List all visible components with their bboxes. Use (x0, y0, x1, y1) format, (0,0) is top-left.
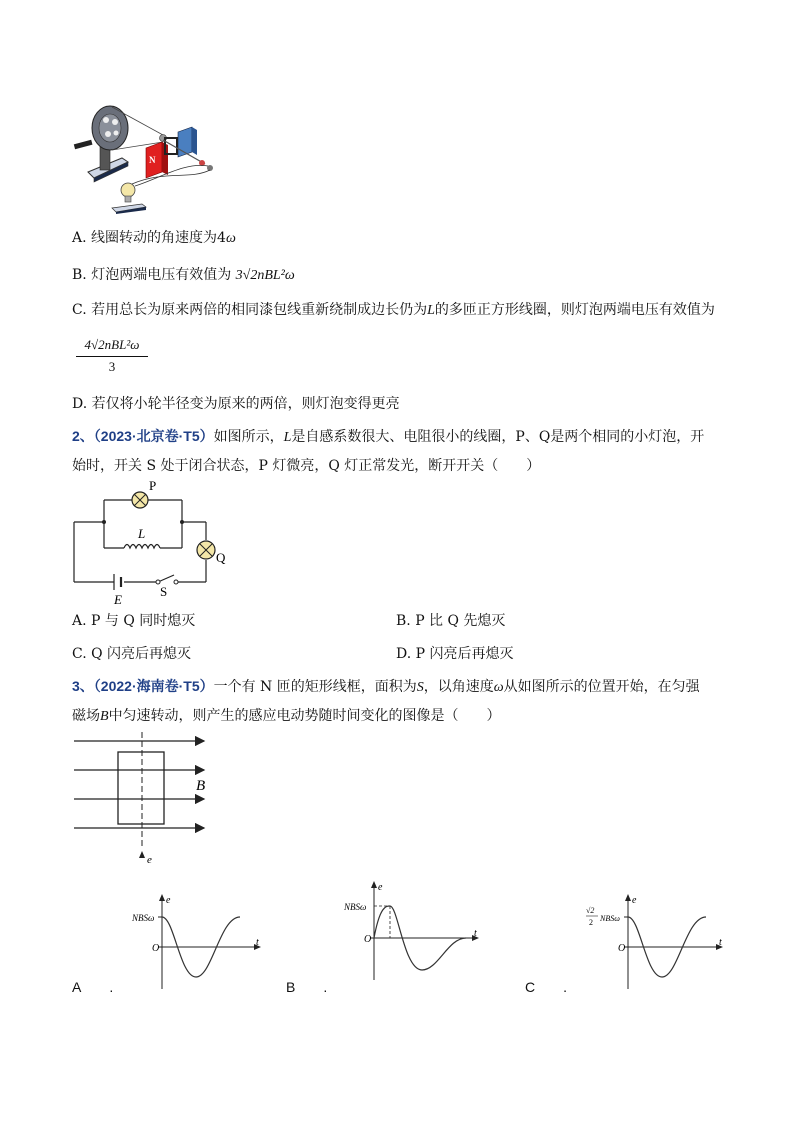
option-text: 灯泡两端电压有效值为 (91, 267, 232, 283)
fraction-denominator: 3 (108, 359, 116, 374)
question-source: （2023·北京卷·T5） (93, 428, 214, 444)
stem-text: 中匀速转动，则产生的感应电动势随时间变化的图像是（ ） (108, 708, 501, 724)
stem-var: S (416, 680, 424, 695)
option-math: 3√2nBL²ω (235, 268, 295, 283)
label-p: P (149, 478, 157, 493)
option-math: ω (225, 231, 236, 246)
svg-text:N: N (149, 155, 156, 165)
q1-option-b[interactable] (72, 265, 295, 286)
option-letter: D. (72, 396, 88, 412)
fraction-bar (76, 356, 148, 357)
q2-option-c[interactable]: C. Q 闪亮后再熄灭 (72, 646, 192, 662)
label-q: Q (216, 550, 226, 565)
q1-option-c[interactable] (72, 300, 715, 321)
question-source: （2022·海南卷·T5） (93, 678, 214, 694)
option-text: 线圈转动的角速度为4 (91, 230, 226, 246)
q1-option-d[interactable] (72, 394, 400, 414)
option-dot: . (323, 979, 328, 995)
stem-text: 如图所示， (213, 429, 284, 445)
q3-option-b[interactable] (286, 979, 327, 995)
option-letter: C. (72, 302, 87, 318)
generator-illustration (70, 100, 225, 185)
q2-stem-line1 (72, 426, 704, 448)
stem-var: L (283, 430, 292, 445)
stem-text: 一个有 N 匝的矩形线框，面积为 (213, 679, 417, 695)
stem-var: B (100, 709, 109, 724)
lamp-p-icon (132, 492, 148, 508)
q2-option-d[interactable]: D. P 闪亮后再熄灭 (396, 646, 514, 662)
option-var: L (427, 303, 435, 318)
field-axis-label: e (147, 854, 152, 866)
q3-option-c[interactable] (525, 979, 567, 995)
lamp-q-icon (197, 541, 215, 559)
e-axis-label: e (166, 895, 171, 906)
origin-label: O (364, 934, 372, 945)
y-tick-label: NBSω (132, 913, 155, 923)
stem-text: 从如图所示的位置开始，在匀强 (503, 679, 700, 695)
option-letter: B (286, 979, 296, 995)
option-dot: . (109, 979, 114, 995)
origin-label: O (152, 943, 160, 954)
option-dot: . (563, 979, 568, 995)
q3-option-a[interactable] (72, 979, 113, 995)
option-letter: A. (72, 230, 87, 246)
q2-circuit-diagram (66, 478, 236, 608)
t-axis-label: t (719, 937, 722, 948)
option-letter: B. (72, 267, 87, 283)
e-axis-label: e (378, 882, 383, 893)
fraction-numerator: 4√2nBL²ω (84, 337, 140, 352)
label-e: E (114, 592, 122, 607)
t-axis-label: t (256, 937, 259, 948)
origin-label: O (618, 943, 626, 954)
stem-var: ω (493, 680, 504, 695)
option-letter: A (72, 979, 82, 995)
option-text-tail: 的多匝正方形线圈，则灯泡两端电压有效值为 (434, 302, 715, 318)
q2-option-a[interactable]: A. P 与 Q 同时熄灭 (72, 613, 196, 629)
q3-field-diagram (70, 730, 220, 865)
t-axis-label: t (474, 928, 477, 939)
q2-stem-line2: 始时，开关 S 处于闭合状态，P 灯微亮，Q 灯正常发光，断开开关（ ） (72, 458, 541, 474)
option-text: 若仅将小轮半径变为原来的两倍，则灯泡变得更亮 (91, 396, 400, 412)
e-axis-label: e (632, 895, 637, 906)
q3-stem-line1 (72, 676, 700, 698)
q2-option-b[interactable]: B. P 比 Q 先熄灭 (396, 613, 506, 629)
q3-graph-c (582, 893, 727, 993)
label-l: L (138, 526, 146, 541)
lamp-illustration (108, 180, 148, 214)
y-tick-label: NBSω (600, 914, 620, 923)
stem-text: 磁场 (72, 708, 100, 724)
stem-text: ，以角速度 (423, 679, 494, 695)
q1-option-c-fraction (72, 336, 152, 375)
y-tick-frac-top: √2 (586, 906, 595, 915)
y-tick-label: NBSω (344, 902, 367, 912)
q3-stem-line2 (72, 706, 501, 727)
stem-text: 是自感系数很大、电阻很小的线圈，P、Q是两个相同的小灯泡，开 (291, 429, 705, 445)
option-text: 若用总长为原来两倍的相同漆包线重新绕制成边长仍为 (91, 302, 428, 318)
y-tick-frac-bottom: 2 (589, 918, 593, 927)
question-number: 3、 (72, 678, 94, 694)
question-number: 2、 (72, 428, 94, 444)
field-label-b: B (196, 778, 206, 794)
q3-graph-a (132, 893, 266, 993)
label-s: S (160, 584, 168, 599)
q3-graph-b (344, 880, 484, 990)
q1-option-a[interactable] (72, 228, 236, 249)
option-letter: C (525, 979, 536, 995)
